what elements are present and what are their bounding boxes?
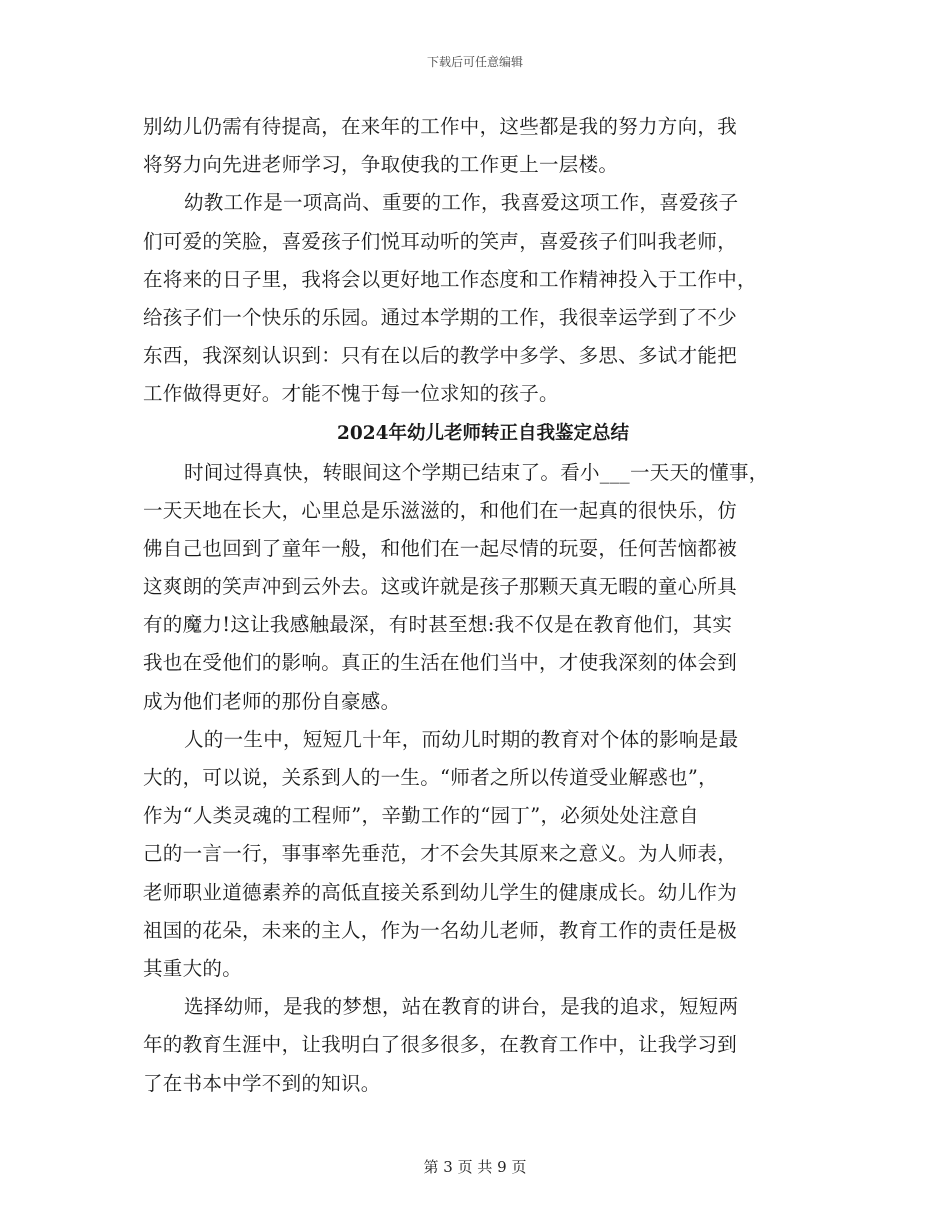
text-line: 工作做得更好。才能不愧于每一位求知的孩子。 <box>143 382 559 406</box>
paragraph-first-line: 人的一生中，短短几十年，而幼儿时期的教育对个体的影响是最 <box>184 727 739 751</box>
text-line: 给孩子们一个快乐的乐园。通过本学期的工作，我很幸运学到了不少 <box>143 305 738 329</box>
text-line: 年的教育生涯中，让我明白了很多很多，在教育工作中，让我学习到 <box>143 1033 738 1057</box>
text-line: 将努力向先进老师学习，争取使我的工作更上一层楼。 <box>143 153 619 177</box>
text-line: 在将来的日子里，我将会以更好地工作态度和工作精神投入于工作中， <box>143 267 757 291</box>
paragraph-first-line: 选择幼师，是我的梦想，站在教育的讲台，是我的追求，短短两 <box>184 995 739 1019</box>
text-line: 成为他们老师的那份自豪感。 <box>143 689 401 713</box>
text-line: 己的一言一行，事事率先垂范，才不会失其原来之意义。为人师表， <box>143 842 738 866</box>
text-line: 有的魔力!这让我感触最深，有时甚至想:我不仅是在教育他们，其实 <box>143 613 733 637</box>
text-line: 别幼儿仍需有待提高，在来年的工作中，这些都是我的努力方向，我 <box>143 115 738 138</box>
text-line: 们可爱的笑脸，喜爱孩子们悦耳动听的笑声，喜爱孩子们叫我老师， <box>143 229 738 253</box>
text-line: 我也在受他们的影响。真正的生活在他们当中，才使我深刻的体会到 <box>143 651 738 675</box>
text-line: 东西，我深刻认识到：只有在以后的教学中多学、多思、多试才能把 <box>143 344 738 368</box>
document-body <box>143 108 823 1103</box>
text-line: 佛自己也回到了童年一般，和他们在一起尽情的玩耍，任何苦恼都被 <box>143 536 738 560</box>
text-line: 了在书本中学不到的知识。 <box>143 1071 381 1095</box>
text-line: 这爽朗的笑声冲到云外去。这或许就是孩子那颗天真无暇的童心所具 <box>143 575 738 599</box>
text-line: 一天天地在长大，心里总是乐滋滋的，和他们在一起真的很快乐，仿 <box>143 498 738 522</box>
paragraph-first-line: 幼教工作是一项高尚、重要的工作，我喜爱这项工作，喜爱孩子 <box>184 191 739 215</box>
text-line: 老师职业道德素养的高低直接关系到幼儿学生的健康成长。幼儿作为 <box>143 880 738 904</box>
paragraph-first-line: 时间过得真快，转眼间这个学期已结束了。看小___一天天的懂事， <box>184 460 769 484</box>
text-line: 作为“人类灵魂的工程师”，辛勤工作的“园丁”，必须处处注意自 <box>143 804 699 828</box>
text-line: 大的，可以说，关系到人的一生。“师者之所以传道受业解惑也”， <box>143 766 718 789</box>
page-footer: 第 3 页 共 9 页 <box>423 1158 527 1176</box>
text-line: 祖国的花朵，未来的主人，作为一名幼儿老师，教育工作的责任是极 <box>143 918 738 942</box>
section-title: 2024年幼儿老师转正自我鉴定总结 <box>337 422 629 444</box>
text-line: 其重大的。 <box>143 956 243 980</box>
page-header: 下载后可任意编辑 <box>426 55 523 69</box>
